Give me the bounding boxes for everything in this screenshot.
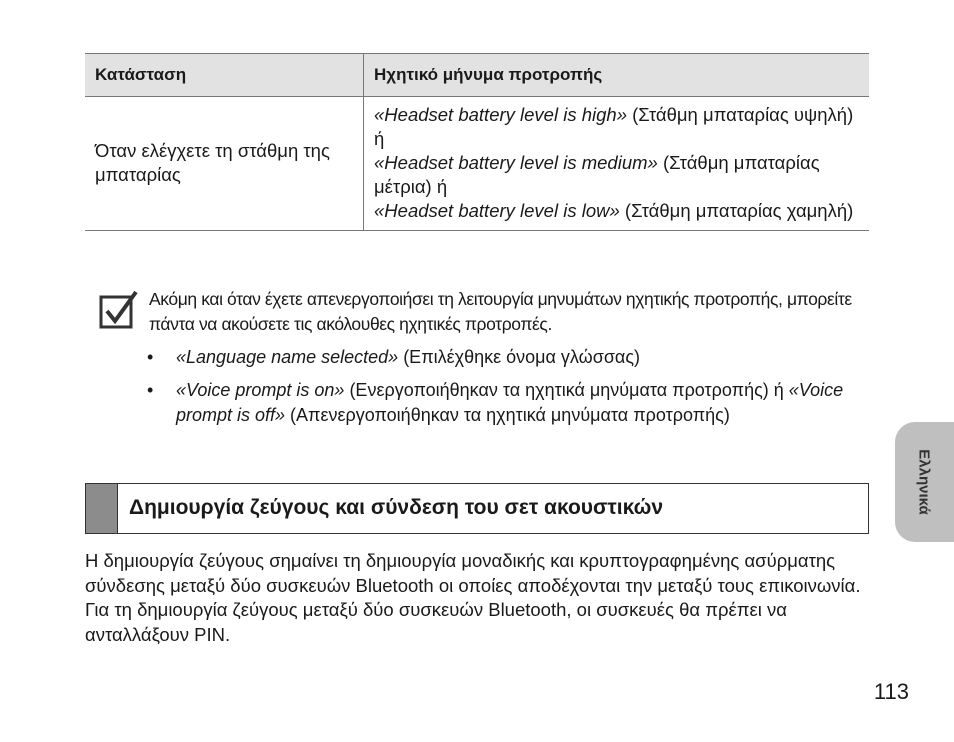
header-prompt-message: Ηχητικό μήνυμα προτροπής xyxy=(364,54,870,97)
header-condition: Κατάσταση xyxy=(85,54,364,97)
section-heading xyxy=(85,483,869,534)
bullet-icon: • xyxy=(147,347,154,367)
checkbox-note-icon xyxy=(99,290,139,330)
bullet-icon: • xyxy=(147,380,154,400)
note-text: Ακόμη και όταν έχετε απενεργοποιήσει τη λειτουργία μηνυμάτων ηχητικής προτροπής, μπορείτε πάντα να ακούσετε τις ακόλουθες ηχητικές προτροπές. xyxy=(149,289,852,334)
list-item: • «Voice prompt is on» (Ενεργοποιήθηκαν τα ηχητικά μηνύματα προτροπής) ή «Voice prompt is off» (Απενεργοποιήθηκαν τα ηχητικά μηνύματα προτροπής) xyxy=(147,380,844,425)
heading-bar xyxy=(86,484,118,533)
message-medium: «Headset battery level is medium» (Στάθμη μπαταρίας μέτρια) ή xyxy=(374,152,820,197)
message-high: «Headset battery level is high» (Στάθμη μπαταρίας υψηλή) ή xyxy=(374,104,854,149)
list-item: • «Language name selected» (Επιλέχθηκε όνομα γλώσσας) xyxy=(147,345,877,370)
body-paragraph: Η δημιουργία ζεύγους σημαίνει τη δημιουργία μοναδικής και κρυπτογραφημένης ασύρματης σύνδεσης μεταξύ δύο συσκευών Bluetooth οι οποίες αποδέχονται την μεταξύ τους επικοινωνία. Για τη δημιουργία ζεύγους μεταξύ δύο συσκευών Bluetooth, οι συσκευές θα πρέπει να ανταλλάξουν PIN. xyxy=(85,550,861,645)
condition-cell: Όταν ελέγχετε τη στάθμη της μπαταρίας xyxy=(85,97,364,231)
prompt-table xyxy=(85,53,869,231)
language-side-tab xyxy=(895,422,954,542)
messages-cell xyxy=(364,97,870,231)
side-tab-label: Ελληνικά xyxy=(915,449,933,515)
table-row xyxy=(85,97,869,231)
page-number: 113 xyxy=(873,679,909,704)
message-low: «Headset battery level is low» (Στάθμη μπαταρίας χαμηλή) xyxy=(374,200,854,221)
section-title: Δημιουργία ζεύγους και σύνδεση του σετ ακουστικών xyxy=(129,496,664,519)
prompt-bullet-list xyxy=(147,345,877,436)
table-header-row xyxy=(85,54,869,97)
